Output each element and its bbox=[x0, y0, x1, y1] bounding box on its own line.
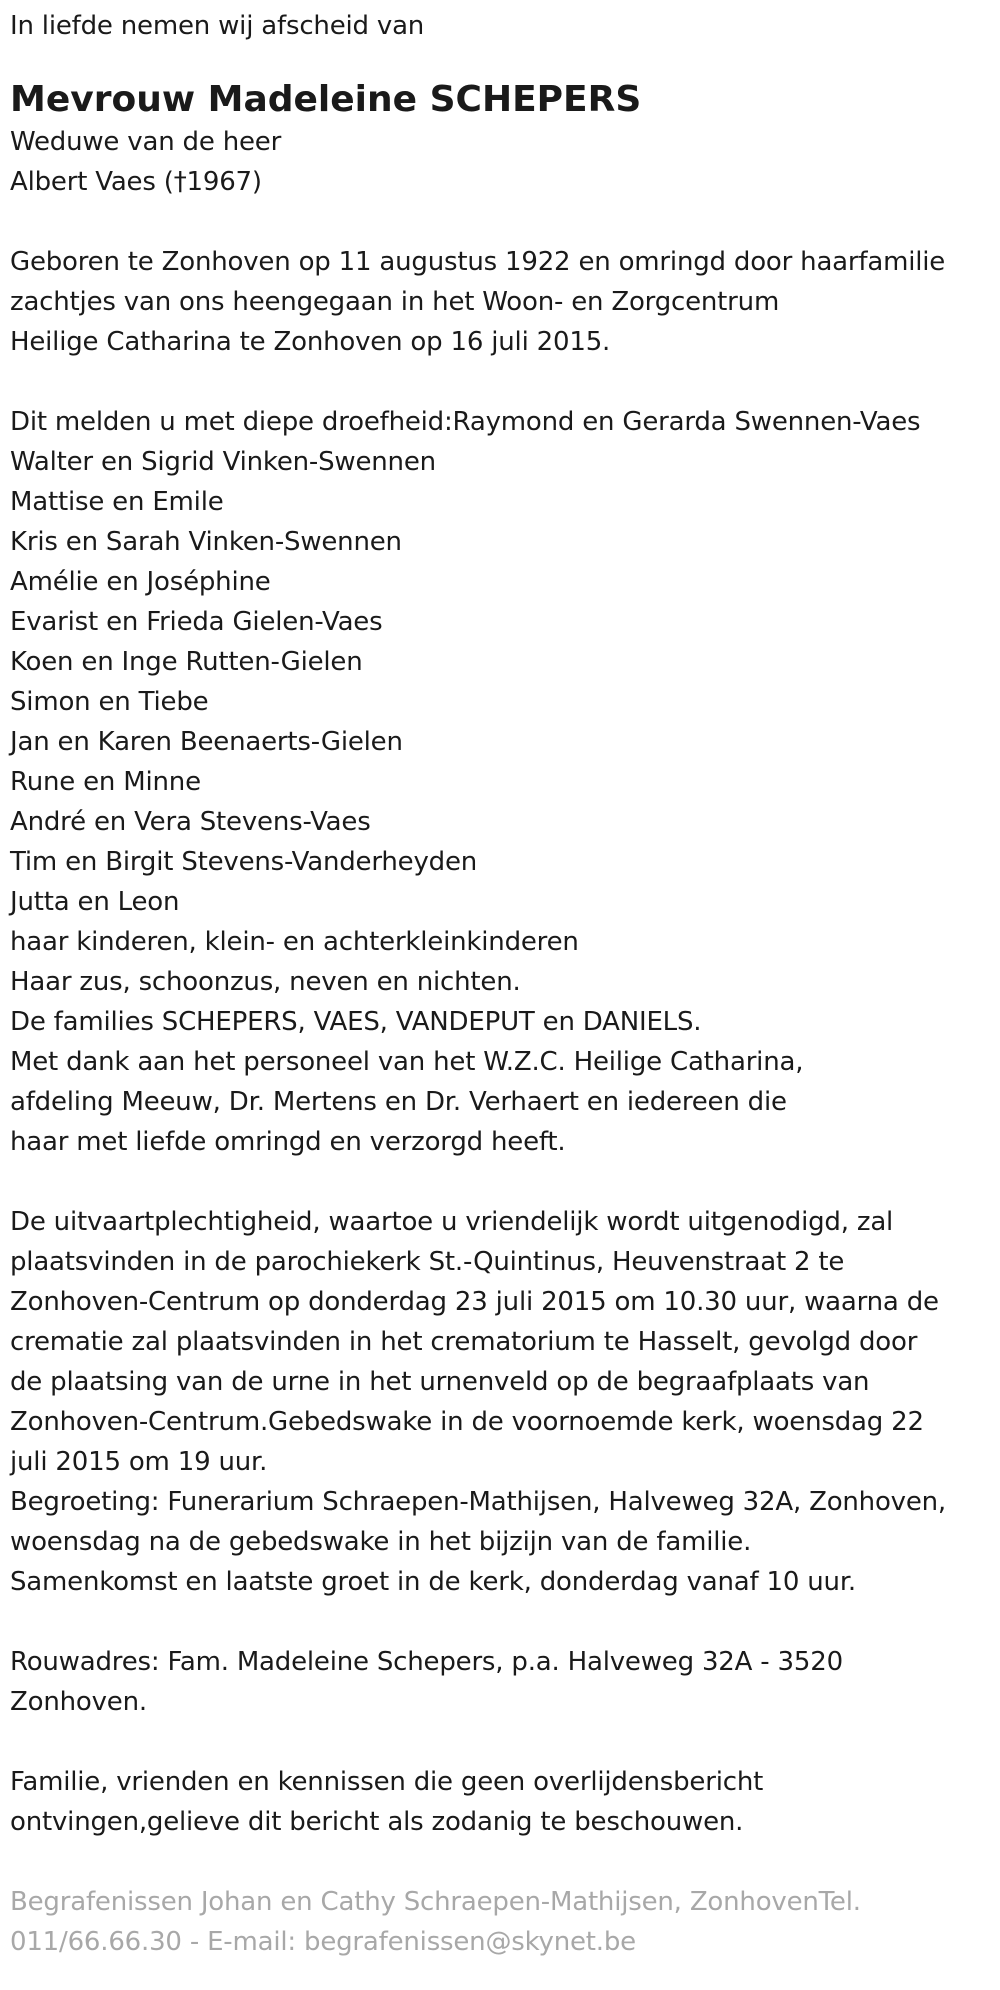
family-line: haar kinderen, klein- en achterkleinkinderen bbox=[10, 927, 579, 957]
funeral-home-footer bbox=[10, 1882, 1000, 1962]
notice-line: Familie, vrienden en kennissen die geen overlijdensbericht bbox=[10, 1767, 764, 1797]
intro-text: In liefde nemen wij afscheid van bbox=[10, 11, 425, 41]
family-line: Jutta en Leon bbox=[10, 887, 180, 917]
deceased-name: Mevrouw Madeleine SCHEPERS bbox=[10, 79, 642, 120]
address-line: Rouwadres: Fam. Madeleine Schepers, p.a. Halveweg 32A - 3520 bbox=[10, 1647, 843, 1677]
family-line: Simon en Tiebe bbox=[10, 687, 209, 717]
footer-line: Begrafenissen Johan en Cathy Schraepen-Mathijsen, ZonhovenTel. bbox=[10, 1887, 861, 1917]
spouse-block bbox=[10, 122, 1000, 202]
family-line: Dit melden u met diepe droefheid:Raymond en Gerarda Swennen-Vaes bbox=[10, 407, 921, 437]
family-line: Walter en Sigrid Vinken-Swennen bbox=[10, 447, 436, 477]
family-line: haar met liefde omringd en verzorgd heeft. bbox=[10, 1127, 566, 1157]
spouse-line: Albert Vaes (†1967) bbox=[10, 167, 262, 197]
ceremony-line: de plaatsing van de urne in het urnenveld op de begraafplaats van bbox=[10, 1367, 870, 1397]
ceremony-line: Zonhoven-Centrum op donderdag 23 juli 2015 om 10.30 uur, waarna de bbox=[10, 1287, 939, 1317]
spouse-line: Weduwe van de heer bbox=[10, 127, 282, 157]
ceremony-line: Samenkomst en laatste groet in de kerk, donderdag vanaf 10 uur. bbox=[10, 1567, 856, 1597]
birth-death-line: Heilige Catharina te Zonhoven op 16 juli 2015. bbox=[10, 327, 611, 357]
birth-death-block bbox=[10, 242, 1000, 362]
ceremony-line: crematie zal plaatsvinden in het crematorium te Hasselt, gevolgd door bbox=[10, 1327, 918, 1357]
footer-line: 011/66.66.30 - E-mail: begrafenissen@skynet.be bbox=[10, 1927, 636, 1957]
ceremony-line: Zonhoven-Centrum.Gebedswake in de voornoemde kerk, woensdag 22 bbox=[10, 1407, 924, 1437]
ceremony-block bbox=[10, 1202, 1000, 1602]
family-line: Evarist en Frieda Gielen-Vaes bbox=[10, 607, 383, 637]
family-line: afdeling Meeuw, Dr. Mertens en Dr. Verhaert en iedereen die bbox=[10, 1087, 787, 1117]
family-line: Kris en Sarah Vinken-Swennen bbox=[10, 527, 402, 557]
ceremony-line: De uitvaartplechtigheid, waartoe u vriendelijk wordt uitgenodigd, zal bbox=[10, 1207, 894, 1237]
ceremony-line: woensdag na de gebedswake in het bijzijn van de familie. bbox=[10, 1527, 752, 1557]
family-block bbox=[10, 402, 1000, 1162]
family-line: Rune en Minne bbox=[10, 767, 201, 797]
ceremony-line: juli 2015 om 19 uur. bbox=[10, 1447, 268, 1477]
notice-line: ontvingen,gelieve dit bericht als zodanig te beschouwen. bbox=[10, 1807, 744, 1837]
family-line: Mattise en Emile bbox=[10, 487, 224, 517]
notice-block bbox=[10, 1762, 1000, 1842]
family-line: André en Vera Stevens-Vaes bbox=[10, 807, 371, 837]
family-line: Tim en Birgit Stevens-Vanderheyden bbox=[10, 847, 478, 877]
birth-death-line: zachtjes van ons heengegaan in het Woon- en Zorgcentrum bbox=[10, 287, 780, 317]
family-line: Koen en Inge Rutten-Gielen bbox=[10, 647, 363, 677]
family-line: Haar zus, schoonzus, neven en nichten. bbox=[10, 967, 521, 997]
family-line: Jan en Karen Beenaerts-Gielen bbox=[10, 727, 403, 757]
address-block bbox=[10, 1642, 1000, 1722]
family-line: Met dank aan het personeel van het W.Z.C. Heilige Catharina, bbox=[10, 1047, 804, 1077]
ceremony-line: Begroeting: Funerarium Schraepen-Mathijsen, Halveweg 32A, Zonhoven, bbox=[10, 1487, 946, 1517]
address-line: Zonhoven. bbox=[10, 1687, 147, 1717]
birth-death-line: Geboren te Zonhoven op 11 augustus 1922 en omringd door haarfamilie bbox=[10, 247, 946, 277]
ceremony-line: plaatsvinden in de parochiekerk St.-Quintinus, Heuvenstraat 2 te bbox=[10, 1247, 845, 1277]
family-line: De families SCHEPERS, VAES, VANDEPUT en DANIELS. bbox=[10, 1007, 702, 1037]
family-line: Amélie en Joséphine bbox=[10, 567, 271, 597]
